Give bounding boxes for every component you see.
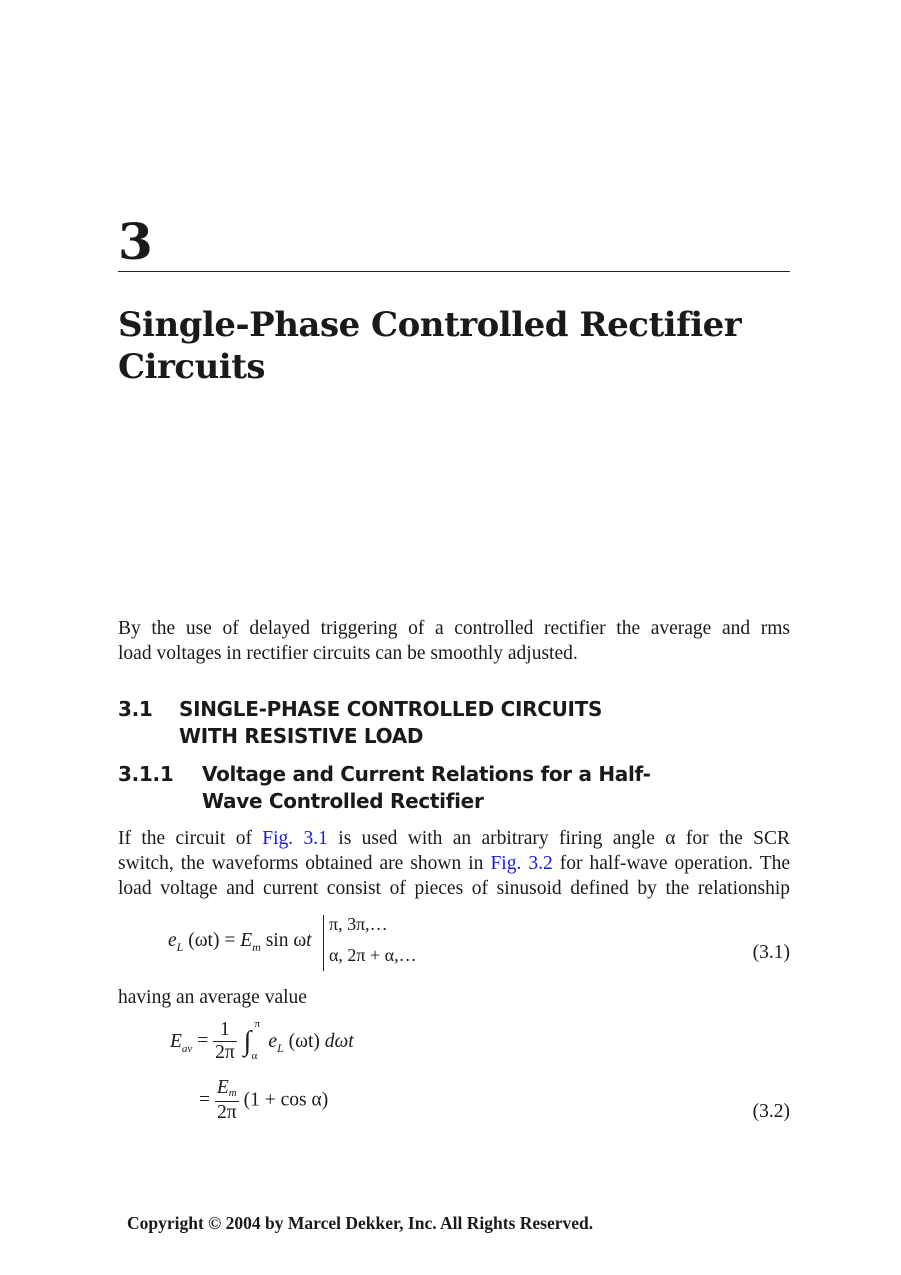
subsection-title-line-1: Voltage and Current Relations for a Half- [202, 762, 651, 786]
subsection-number: 3.1.1 [118, 762, 174, 786]
body-line-2: switch, the waveforms obtained are shown in Fig. 3.2 for half-wave operation. The [118, 853, 791, 874]
intro-line-1: By the use of delayed triggering of a controlled rectifier the average and rms [118, 618, 790, 639]
section-title-line-2: WITH RESISTIVE LOAD [179, 724, 424, 748]
evaluation-bar [323, 915, 324, 971]
body-line-1: If the circuit of Fig. 3.1 is used with an arbitrary firing angle α for the SCR [118, 828, 790, 849]
fig-3-2-link[interactable]: Fig. 3.2 [490, 853, 553, 874]
chapter-title-line-1: Single-Phase Controlled Rectifier [118, 305, 742, 345]
chapter-title [118, 304, 790, 388]
chapter-title-line-2: Circuits [118, 347, 266, 387]
section-heading [118, 696, 790, 752]
equation-3-2-line-2: = $\frac{Em}{2\pi}$ (1 + cos α) [199, 1077, 329, 1123]
subsection-heading [118, 761, 790, 817]
between-text: having an average value [118, 987, 307, 1008]
integral-sign: ∫ π α [243, 1017, 261, 1062]
equation-3-2-line-1: $E_{av}$ = $\frac{1}{2\pi}$ ∫ π α $e_L$ (ωt) dωt [170, 1017, 354, 1063]
chapter-number: 3 [118, 212, 153, 271]
section-number: 3.1 [118, 697, 153, 721]
equation-number-3-1: (3.1) [752, 942, 790, 963]
subsection-title-line-2: Wave Controlled Rectifier [202, 789, 484, 813]
equation-3-1: $e_L$ $(\omega t) = E_m$ sin ωt [168, 930, 312, 954]
section-title-line-1: SINGLE-PHASE CONTROLLED CIRCUITS [179, 697, 603, 721]
body-line-3: load voltage and current consist of pieces of sinusoid defined by the relationship [118, 878, 790, 899]
eq-3-1-lower-limits: α, 2π + α,… [329, 945, 417, 965]
copyright-notice: Copyright © 2004 by Marcel Dekker, Inc. All Rights Reserved. [127, 1213, 594, 1233]
body-paragraph [118, 826, 790, 901]
fig-3-1-link[interactable]: Fig. 3.1 [262, 828, 328, 849]
intro-line-2: load voltages in rectifier circuits can be smoothly adjusted. [118, 643, 578, 664]
eq-3-1-upper-limits: π, 3π,… [329, 914, 388, 934]
fraction-one-over-two-pi: $\frac{1}{2\pi}$ [215, 1019, 235, 1063]
equation-number-3-2: (3.2) [752, 1101, 790, 1122]
chapter-rule [118, 271, 790, 272]
intro-paragraph [118, 616, 790, 666]
fraction-em-over-two-pi: $\frac{Em}{2\pi}$ [216, 1077, 237, 1123]
